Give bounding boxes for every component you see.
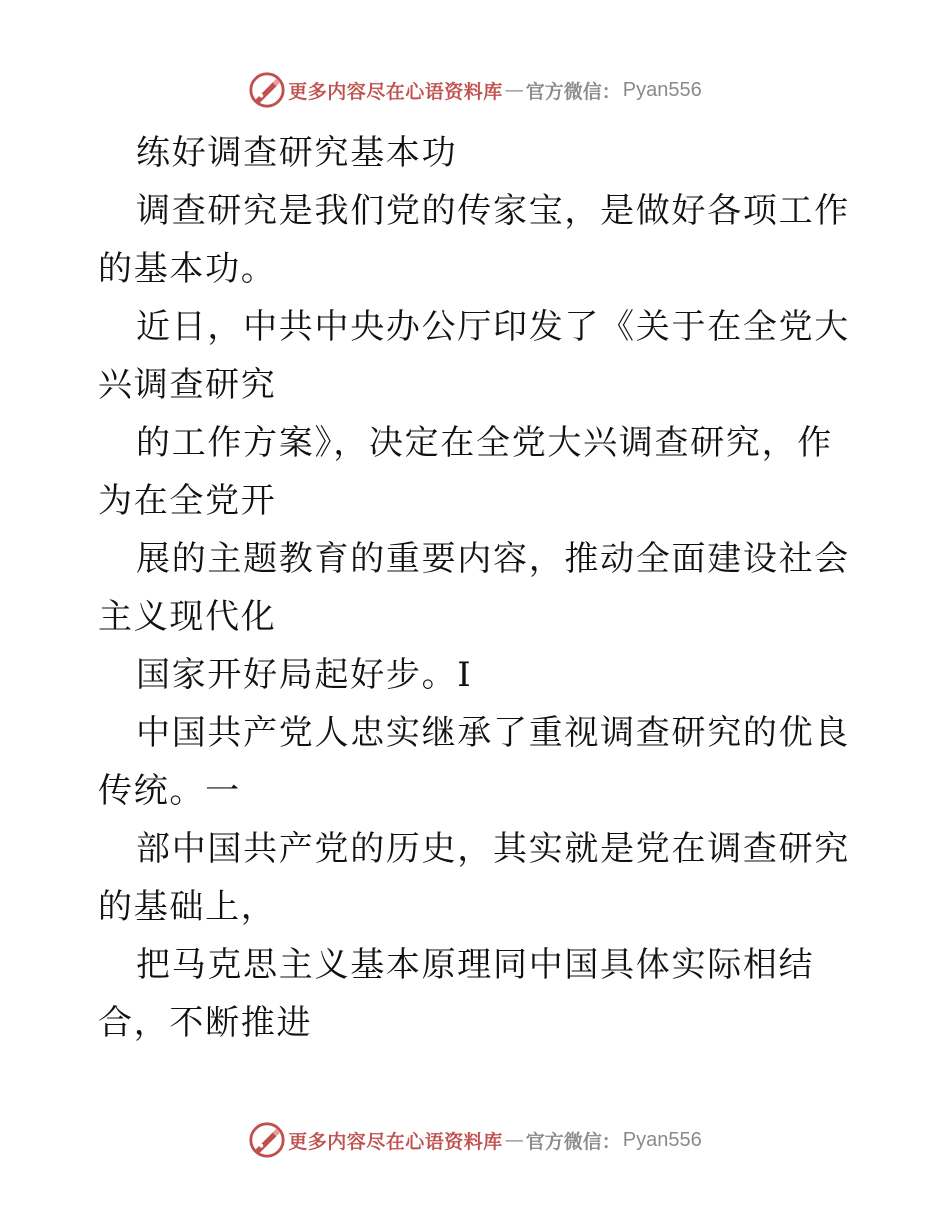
banner-site-name: 更多内容尽在心语资料库 [288, 80, 503, 103]
banner-contact-label: 官方微信： [525, 80, 621, 103]
banner-dash: — [504, 79, 524, 101]
paragraph: 近日，中共中央办公厅印发了《关于在全党大兴调查研究 [98, 307, 850, 405]
banner-contact-label: 官方微信： [525, 1130, 621, 1153]
document-body [98, 124, 852, 1052]
document-title: 练好调查研究基本功 [136, 133, 458, 173]
footer-watermark-banner [0, 1120, 950, 1160]
banner-wechat-id: Pyan556 [622, 1128, 702, 1151]
banner-wechat-id: Pyan556 [622, 78, 702, 101]
banner-site-name: 更多内容尽在心语资料库 [288, 1130, 503, 1153]
paragraph: 调查研究是我们党的传家宝，是做好各项工作的基本功。 [98, 191, 850, 289]
header-watermark-banner [0, 70, 950, 110]
paragraph: 展的主题教育的重要内容，推动全面建设社会主义现代化 [98, 539, 850, 637]
paragraph: 部中国共产党的历史，其实就是党在调查研究的基础上， [98, 829, 850, 927]
paragraph: 把马克思主义基本原理同中国具体实际相结合，不断推进 [98, 945, 815, 1043]
paragraph: 中国共产党人忠实继承了重视调查研究的优良传统。一 [98, 713, 850, 811]
paragraph: 国家开好局起好步。I [136, 655, 473, 695]
pen-logo-icon [248, 1121, 288, 1159]
paragraph: 的工作方案》，决定在全党大兴调查研究，作为在全党开 [98, 423, 833, 521]
banner-dash: — [504, 1129, 524, 1151]
pen-logo-icon [248, 71, 288, 109]
